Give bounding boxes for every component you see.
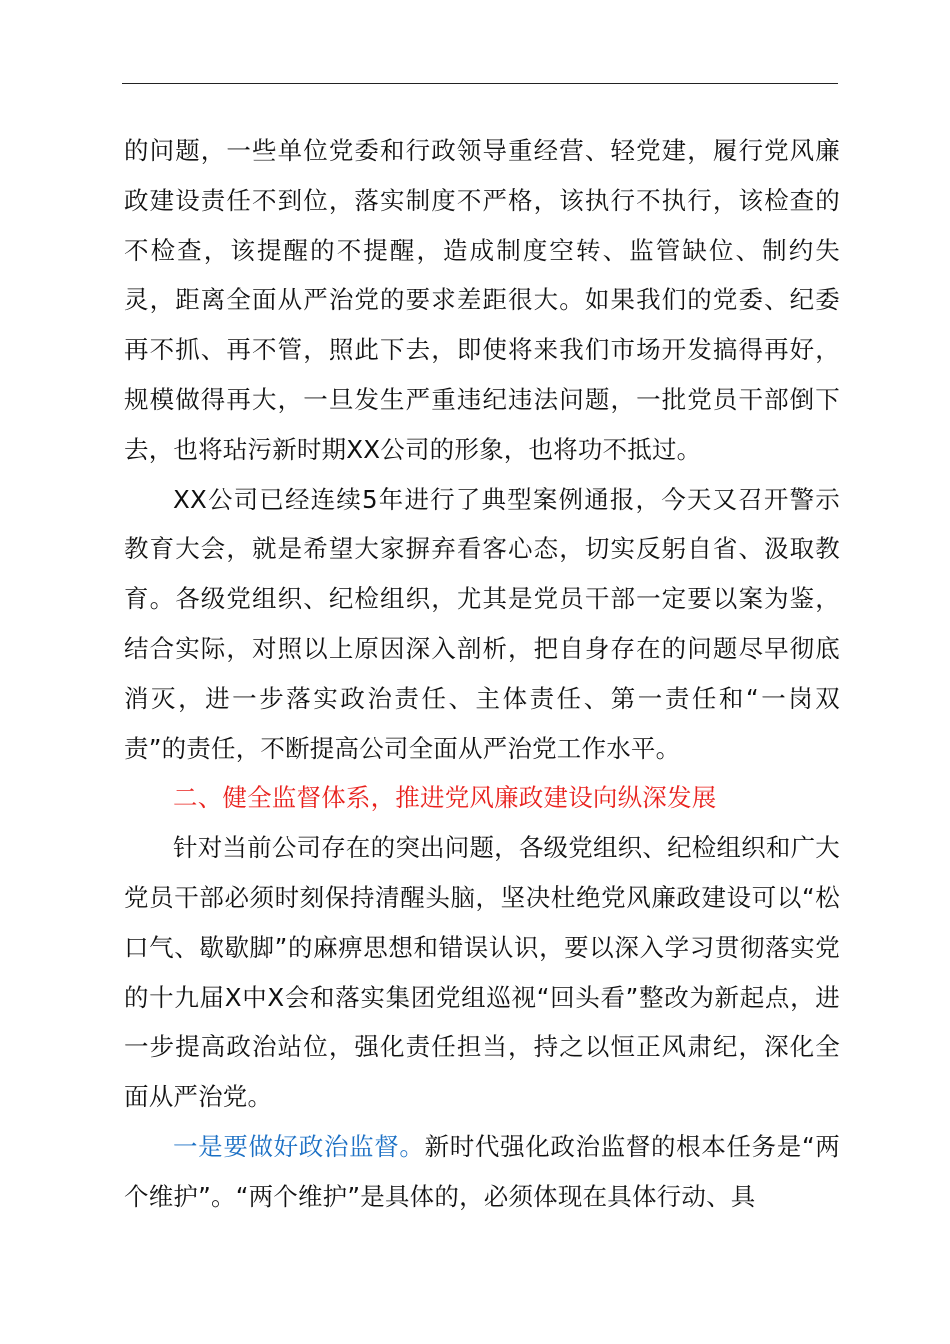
paragraph-continuation: 的问题，一些单位党委和行政领导重经营、轻党建，履行党风廉政建设责任不到位，落实制度不严格，该执行不执行，该检查的不检查，该提醒的不提醒，造成制度空转、监管缺位、制约失灵，距离全面从严治党的要求差距很大。如果我们的党委、纪委再不抓、再不管，照此下去，即使将来我们市场开发搞得再好，规模做得再大，一旦发生严重违纪违法问题，一批党员干部倒下去，也将玷污新时期XX公司的形象，也将功不抵过。 xyxy=(124,136,840,464)
lead-paragraph-text: 新时代强化政治监督的根本任务是“两个维护”。“两个维护”是具体的，必须体现在具体行动、具 xyxy=(124,1131,841,1211)
lead-phrase: 一是要做好政治监督。 xyxy=(173,1131,425,1161)
paragraph-supervision: 针对当前公司存在的突出问题，各级党组织、纪检组织和广大党员干部必须时刻保持清醒头脑，坚决杜绝党风廉政建设可以“松口气、歇歇脚”的麻痹思想和错误认识，要以深入学习贯彻落实党的十九届X中X会和落实集团党组巡视“回头看”整改为新起点，进一步提高政治站位，强化责任担当，持之以恒正风肃纪，深化全面从严治党。 xyxy=(124,833,840,1112)
paragraph-case-report: XX公司已经连续5年进行了典型案例通报，今天又召开警示教育大会，就是希望大家摒弃看客心态，切实反躬自省、汲取教育。各级党组织、纪检组织，尤其是党员干部一定要以案为鉴，结合实际，对照以上原因深入剖析，把自身存在的问题尽早彻底消灭，进一步落实政治责任、主体责任、第一责任和“一岗双责”的责任，不断提高公司全面从严治党工作水平。 xyxy=(124,484,840,763)
document-body xyxy=(124,126,840,1222)
header-rule xyxy=(122,83,838,84)
section-heading: 二、健全监督体系，推进党风廉政建设向纵深发展 xyxy=(173,783,717,813)
paragraph-political-supervision xyxy=(124,1122,840,1222)
